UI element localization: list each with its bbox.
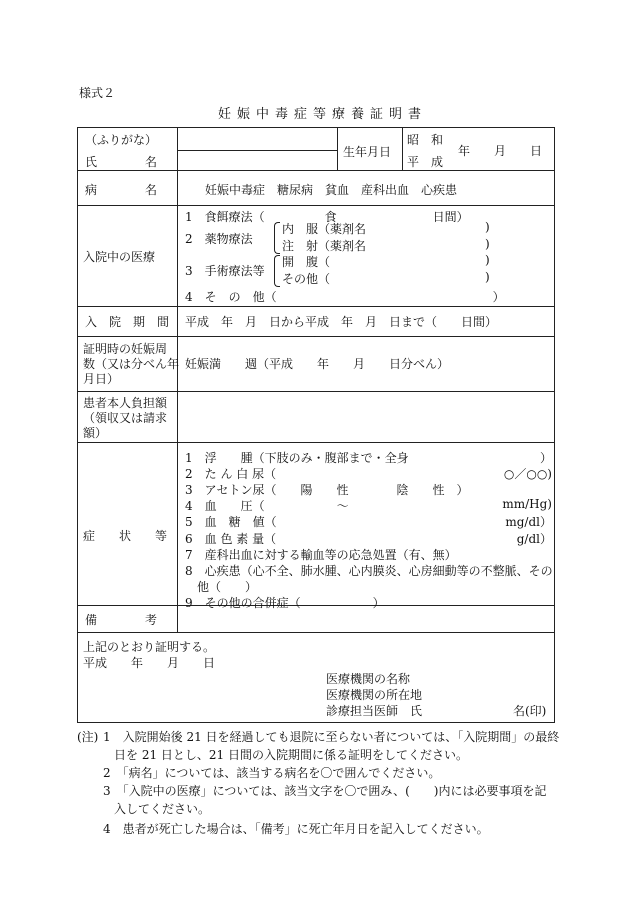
symptom-item[interactable]: 9 その他の合併症（ ） bbox=[185, 595, 385, 610]
era-showa[interactable]: 昭 和 bbox=[407, 133, 444, 147]
burden-label-line3: 額） bbox=[83, 426, 108, 440]
birth-date-ymd[interactable]: 年 月 日 bbox=[458, 144, 543, 158]
week-label-line1: 証明時の妊娠周 bbox=[83, 342, 168, 356]
close-paren: ) bbox=[485, 237, 490, 251]
symptoms-label: 症 状 等 bbox=[83, 529, 168, 543]
treatment-surgery[interactable]: 3 手術療法等 bbox=[185, 264, 265, 278]
furigana-label: （ふりがな） bbox=[85, 133, 158, 147]
symptom-item[interactable]: 2 た ん 白 尿（ bbox=[185, 467, 277, 482]
close-paren: ) bbox=[485, 253, 490, 267]
note-line: 2 「病名」については、該当する病名を〇で囲んでください。 bbox=[103, 766, 441, 780]
symptom-unit: ） bbox=[539, 451, 552, 465]
note-line: 4 患者が死亡した場合は、「備考」に死亡年月日を記入してください。 bbox=[103, 822, 489, 836]
remarks-label: 備 考 bbox=[85, 613, 158, 627]
close-paren: ) bbox=[485, 270, 490, 284]
name-label: 氏 名 bbox=[85, 155, 158, 169]
bracket bbox=[274, 255, 280, 287]
era-heisei[interactable]: 平 成 bbox=[407, 155, 444, 169]
page-title: 妊娠中毒症等療養証明書 bbox=[218, 107, 428, 122]
drug-oral[interactable]: 内 服（薬剤名 bbox=[282, 222, 367, 236]
row-divider bbox=[77, 170, 555, 171]
week-label-line2: 数（又は分べん年 bbox=[83, 357, 180, 371]
seal-label: 名(印) bbox=[513, 704, 547, 718]
column-divider bbox=[402, 127, 403, 170]
symptom-item[interactable]: 6 血 色 素 量（ bbox=[185, 531, 277, 546]
birth-date-label: 生年月日 bbox=[343, 145, 392, 159]
symptom-item[interactable]: 4 血 圧（ ～ bbox=[185, 499, 349, 514]
row-divider bbox=[77, 306, 555, 307]
institution-address-label: 医療機関の所在地 bbox=[326, 688, 423, 702]
furigana-field[interactable] bbox=[178, 127, 336, 149]
surgery-other[interactable]: その他（ bbox=[282, 272, 331, 286]
drug-injection[interactable]: 注 射（薬剤名 bbox=[282, 239, 367, 253]
note-line: 入してください。 bbox=[114, 802, 211, 816]
disease-options[interactable]: 妊娠中毒症 糖尿病 貧血 産科出血 心疾患 bbox=[205, 183, 458, 197]
stay-period[interactable]: 平成 年 月 日から平成 年 月 日まで（ 日間） bbox=[185, 315, 498, 329]
note-line: 3 「入院中の医療」については、該当文字を〇で囲み、( )内には必要事項を記 bbox=[103, 784, 547, 798]
surgery-laparotomy[interactable]: 開 腹（ bbox=[282, 255, 331, 269]
burden-field[interactable] bbox=[178, 392, 554, 441]
symptom-unit: g/dl） bbox=[516, 531, 552, 546]
certification-date[interactable]: 平成 年 月 日 bbox=[83, 656, 216, 670]
row-divider bbox=[77, 632, 555, 633]
column-divider bbox=[337, 127, 338, 170]
note-line: 日を 21 日とし、21 日間の入院期間に係る証明をしてください。 bbox=[114, 748, 468, 762]
symptom-item[interactable]: 3 アセトン尿（ 陽 性 陰 性 ） bbox=[185, 483, 469, 498]
symptom-unit: mm/Hg) bbox=[502, 497, 552, 512]
institution-name-label: 医療機関の名称 bbox=[326, 672, 411, 686]
burden-label-line2: （領収又は請求 bbox=[83, 411, 168, 425]
remarks-field[interactable] bbox=[178, 606, 554, 631]
treatment-diet[interactable]: 1 食餌療法（ 食 日間） bbox=[185, 210, 469, 224]
note-line: 1 入院開始後 21 日を経過しても退院に至らない者については、「入院期間」の最終 bbox=[103, 730, 560, 744]
row-divider bbox=[77, 442, 555, 443]
stay-label: 入 院 期 間 bbox=[85, 315, 170, 329]
symptom-item[interactable]: 7 産科出血に対する輸血等の応急処置（有、無） bbox=[185, 547, 457, 562]
row-divider bbox=[77, 336, 555, 337]
symptom-unit: mg/dl） bbox=[505, 515, 552, 530]
treatment-drug[interactable]: 2 薬物療法 bbox=[185, 232, 253, 246]
week-label-line3: 月日） bbox=[83, 372, 120, 386]
treatment-label: 入院中の医療 bbox=[83, 250, 156, 264]
form-id: 様式２ bbox=[79, 86, 116, 100]
row-divider bbox=[77, 205, 555, 206]
disease-label: 病 名 bbox=[85, 183, 158, 197]
burden-label-line1: 患者本人負担額 bbox=[83, 396, 168, 410]
name-field[interactable] bbox=[178, 151, 336, 169]
symptom-item[interactable]: 5 血 糖 値（ bbox=[185, 515, 277, 530]
symptom-item[interactable]: 1 浮 腫（下肢のみ・腹部まで・全身 bbox=[185, 451, 409, 465]
treatment-other[interactable]: 4 そ の 他（ ） bbox=[185, 290, 505, 304]
certification-statement: 上記のとおり証明する。 bbox=[83, 640, 216, 654]
symptom-unit: ○／○○) bbox=[503, 467, 552, 482]
doctor-name-label: 診療担当医師 氏 bbox=[326, 704, 423, 718]
symptom-item[interactable]: 他（ ） bbox=[185, 579, 258, 594]
notes-prefix: (注) bbox=[77, 730, 99, 744]
symptom-item[interactable]: 8 心疾患（心不全、肺水腫、心内膜炎、心房細動等の不整脈、その bbox=[185, 563, 553, 578]
column-divider bbox=[177, 127, 178, 632]
bracket bbox=[274, 222, 280, 254]
pregnancy-weeks[interactable]: 妊娠満 週（平成 年 月 日分べん） bbox=[185, 357, 450, 371]
close-paren: ) bbox=[485, 220, 490, 234]
